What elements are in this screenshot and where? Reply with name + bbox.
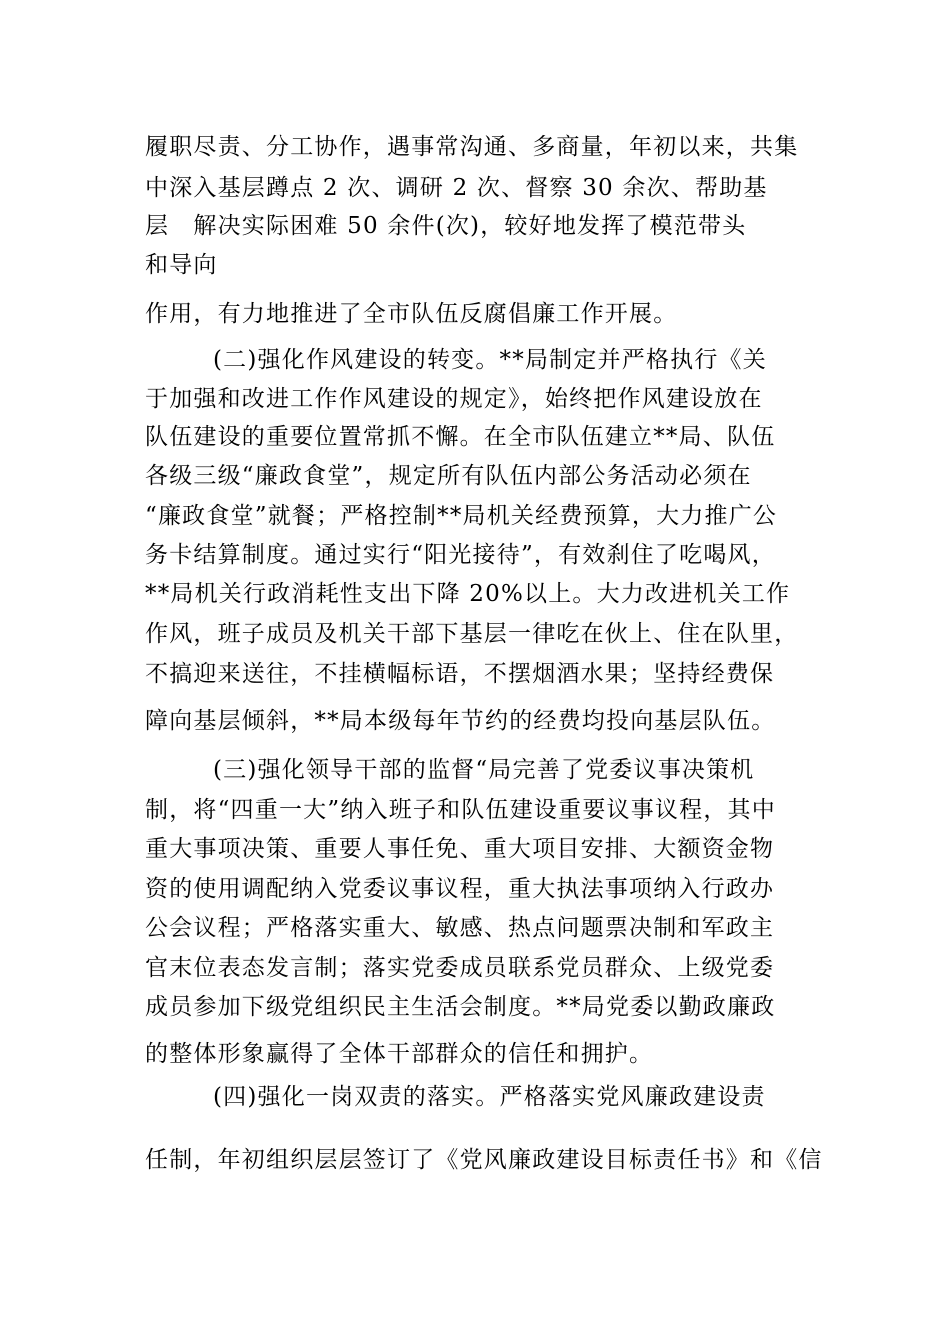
- text-line: 各级三级“廉政食堂”，规定所有队伍内部公务活动必须在: [145, 463, 752, 489]
- text-line: 制，将“四重一大”纳入班子和队伍建设重要议事议程，其中: [145, 797, 776, 823]
- text-line: 不搞迎来送往，不挂横幅标语，不摆烟酒水果；坚持经费保: [145, 661, 775, 687]
- text-line: 于加强和改进工作作风建设的规定》，始终把作风建设放在: [145, 386, 763, 412]
- text-line: 履职尽责、分工协作，遇事常沟通、多商量，年初以来，共集: [145, 134, 799, 160]
- text-line: 重大事项决策、重要人事任免、重大项目安排、大额资金物: [145, 836, 775, 862]
- text-line: “廉政食堂”就餐；严格控制**局机关经费预算，大力推广公: [145, 503, 778, 529]
- section-heading-4: (四)强化一岗双责的落实。严格落实党风廉政建设责: [213, 1084, 766, 1110]
- text-line: 务卡结算制度。通过实行“阳光接待”，有效刹住了吃喝风，: [145, 542, 776, 568]
- text-line: 资的使用调配纳入党委议事议程，重大执法事项纳入行政办: [145, 876, 775, 902]
- text-line: **局机关行政消耗性支出下降 20%以上。大力改进机关工作: [145, 581, 791, 607]
- text-line: 和导向: [145, 252, 218, 278]
- text-line: 成员参加下级党组织民主生活会制度。**局党委以勤政廉政: [145, 994, 776, 1020]
- text-line: 官末位表态发言制；落实党委成员联系党员群众、上级党委: [145, 955, 775, 981]
- text-line: 中深入基层蹲点 2 次、调研 2 次、督察 30 余次、帮助基: [145, 175, 768, 201]
- section-heading-2: (二)强化作风建设的转变。**局制定并严格执行《关: [213, 347, 767, 373]
- text-line: 作用，有力地推进了全市队伍反腐倡廉工作开展。: [145, 301, 678, 327]
- text-line: 任制，年初组织层层签订了《党风廉政建设目标责任书》和《信: [145, 1147, 823, 1173]
- text-line: 作风，班子成员及机关干部下基层一律吃在伙上、住在队里，: [145, 621, 799, 647]
- text-line: 的整体形象赢得了全体干部群众的信任和拥护。: [145, 1041, 654, 1067]
- text-line: 公会议程；严格落实重大、敏感、热点问题票决制和军政主: [145, 915, 775, 941]
- text-line: 层 解决实际困难 50 余件(次)，较好地发挥了模范带头: [145, 213, 747, 239]
- section-heading-3: (三)强化领导干部的监督“局完善了党委议事决策机: [213, 757, 755, 783]
- text-line: 队伍建设的重要位置常抓不懈。在全市队伍建立**局、队伍: [145, 424, 776, 450]
- text-line: 障向基层倾斜，**局本级每年节约的经费均投向基层队伍。: [145, 708, 776, 734]
